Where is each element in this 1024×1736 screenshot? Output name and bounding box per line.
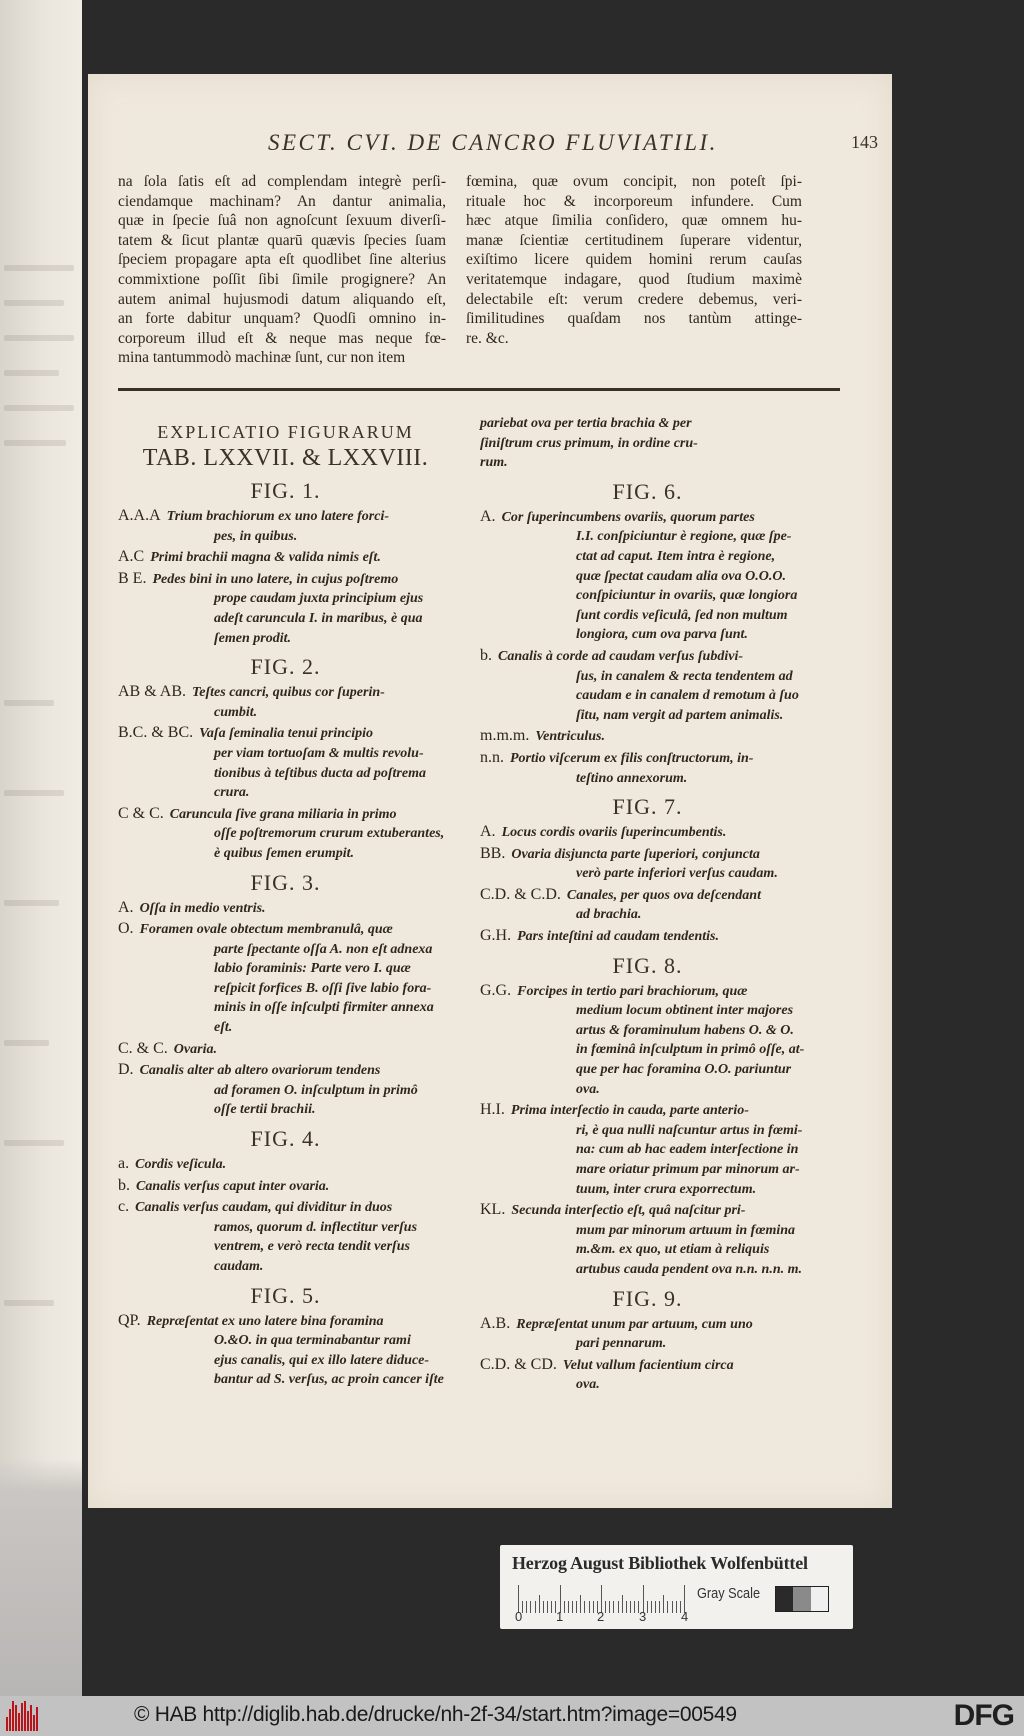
entry-text: ad brachia. bbox=[576, 907, 642, 923]
figure-heading: FIG. 2. bbox=[250, 654, 321, 680]
entry-text: pari pennarum. bbox=[576, 1336, 667, 1352]
figure-heading: FIG. 3. bbox=[250, 869, 321, 895]
entry-text: medium locum obtinent inter majores bbox=[576, 1003, 794, 1019]
entry-key: G.G. bbox=[480, 981, 512, 999]
entry-text: verò parte inferiori verſus caudam. bbox=[576, 866, 778, 882]
entry-text: teſtino annexorum. bbox=[576, 770, 688, 786]
dfg-logo: DFG bbox=[953, 1699, 1014, 1732]
entry-key: m.m.m. bbox=[480, 727, 530, 745]
table-heading: TAB. LXXVII. & LXXVIII. bbox=[142, 445, 429, 471]
entry-text: Canalis alter ab altero ovariorum tendens bbox=[139, 1063, 381, 1079]
figure-entry bbox=[480, 507, 815, 645]
section-divider-rule bbox=[118, 388, 840, 391]
entry-key: b. bbox=[480, 646, 492, 664]
entry-text: ctat ad caput. Item intra è regione, bbox=[576, 548, 776, 564]
entry-text: in fœminâ inſculptum in primô oſſe, at- bbox=[576, 1042, 805, 1058]
entry-text: Repræſentat ex uno latere bina foramina bbox=[146, 1313, 384, 1329]
entry-text: oſſe poſtremorum crurum extuberantes, bbox=[214, 826, 445, 842]
library-name: Herzog August Bibliothek Wolfenbüttel bbox=[512, 1553, 808, 1573]
ruler-number-4: 4 bbox=[681, 1609, 689, 1624]
figure-entry bbox=[480, 981, 815, 1100]
entry-key: B E. bbox=[118, 569, 147, 587]
entry-text: eſt. bbox=[214, 1020, 233, 1036]
figure-entry bbox=[118, 1060, 453, 1120]
entry-text: oſſe tertii brachii. bbox=[214, 1102, 316, 1118]
ruler-number-1: 1 bbox=[556, 1609, 564, 1624]
intro-left-column bbox=[118, 172, 446, 368]
entry-text: m.&m. ex quo, ut etiam à reliquis bbox=[576, 1242, 770, 1258]
section-heading: EXPLICATIO FIGURARUM bbox=[157, 422, 414, 442]
text-line: exiſtimo licere quidem homini rerum cauſas bbox=[466, 251, 802, 269]
text-line: tatem & ſicut plantæ quarū quævis ſpecies ſuam bbox=[118, 231, 446, 249]
entry-key: KL. bbox=[480, 1201, 506, 1219]
entry-text: bantur ad S. verſus, ac proin cancer iſte bbox=[214, 1372, 444, 1388]
entry-text: crura. bbox=[214, 785, 250, 801]
entry-key: A. bbox=[480, 823, 496, 841]
entry-text: tionibus à teſtibus ducta ad poſtrema bbox=[214, 765, 426, 781]
entry-text: tuum, inter crura exporrectum. bbox=[576, 1181, 757, 1197]
figure-heading: FIG. 6. bbox=[612, 478, 683, 504]
figure-heading: FIG. 1. bbox=[250, 478, 321, 503]
text-line: autem animal hujusmodi datum aliquando eſt, bbox=[118, 290, 446, 308]
entry-key: B.C. & BC. bbox=[118, 724, 194, 742]
entry-text: Ventriculus. bbox=[535, 729, 605, 745]
entry-text: Forcipes in tertio pari brachiorum, quæ bbox=[517, 983, 748, 999]
figure-entry bbox=[480, 646, 815, 725]
ruler-number-2: 2 bbox=[597, 1609, 605, 1624]
figure-entry bbox=[118, 1311, 453, 1390]
figure-entry bbox=[118, 919, 453, 1038]
entry-key: C. & C. bbox=[118, 1039, 168, 1057]
figures-right-column bbox=[480, 414, 815, 1396]
entry-key: c. bbox=[118, 1198, 130, 1216]
entry-text: conſpiciuntur in ovariis, quæ longiora bbox=[576, 588, 798, 604]
running-head bbox=[178, 130, 878, 160]
entry-text: parte ſpectante oſſa A. non eſt adnexa bbox=[214, 941, 433, 957]
entry-text: Locus cordis ovariis ſuperincumbentis. bbox=[501, 825, 727, 841]
entry-text: ad foramen O. inſculptum in primô bbox=[214, 1082, 418, 1098]
figure-entry bbox=[480, 748, 815, 788]
entry-text: que per hac foramina O.O. pariuntur bbox=[576, 1062, 792, 1078]
entry-text: ventrem, e verò recta tendit verſus bbox=[214, 1239, 410, 1255]
entry-text: Velut vallum facientium circa bbox=[562, 1357, 734, 1373]
entry-text: caudam e in canalem d remotum à ſuo bbox=[576, 688, 799, 704]
figure-entry bbox=[480, 1200, 815, 1279]
entry-text: Repræſentat unum par artuum, cum uno bbox=[516, 1316, 753, 1332]
entry-text: ſus, in canalem & recta tendentem ad bbox=[576, 668, 793, 684]
entry-text: reſpicit forfices B. oſſi ſive labio fora- bbox=[214, 980, 432, 996]
intro-right-column bbox=[466, 172, 802, 348]
book-page bbox=[88, 74, 892, 1508]
entry-text: cumbit. bbox=[214, 704, 258, 720]
figure-entry bbox=[480, 1314, 815, 1354]
page-number: 143 bbox=[851, 132, 878, 152]
entry-key: b. bbox=[118, 1176, 130, 1194]
text-line: ſpeciem propagare apta eſt quodlibet ſine alterius bbox=[118, 251, 446, 269]
continuation-line: ſiniſtrum crus primum, in ordine cru- bbox=[480, 435, 698, 451]
text-line: mina tantummodò machinæ ſunt, cur non item bbox=[118, 349, 406, 367]
entry-text: adeſt caruncula I. in maribus, è qua bbox=[214, 610, 423, 626]
figure-entry bbox=[480, 1100, 815, 1199]
figure-entry bbox=[118, 723, 453, 802]
entry-key: n.n. bbox=[480, 748, 504, 766]
figure-entry bbox=[480, 926, 815, 947]
text-line: quæ in ſpecie ſuâ non agnoſcunt ſexuum diverſi- bbox=[118, 212, 446, 230]
entry-text: prope caudam juxta principium ejus bbox=[214, 591, 424, 607]
entry-text: Ovaria. bbox=[173, 1041, 217, 1057]
entry-key: C.D. & CD. bbox=[480, 1355, 557, 1373]
entry-text: ſunt cordis veſiculâ, ſed non multum bbox=[576, 607, 788, 623]
figure-heading: FIG. 8. bbox=[612, 952, 683, 978]
gray-scale-swatches bbox=[775, 1586, 829, 1612]
text-line: rituale hoc & incorporeum infundere. Cum bbox=[466, 192, 802, 210]
figure-heading: FIG. 5. bbox=[250, 1282, 321, 1308]
figure-heading: FIG. 4. bbox=[250, 1126, 321, 1152]
ruler-number-3: 3 bbox=[639, 1609, 647, 1624]
text-line: hæc atque ſimilia conſidero, quæ omnem hu- bbox=[466, 212, 802, 230]
entry-key: C.D. & C.D. bbox=[480, 885, 561, 903]
figure-entry bbox=[118, 569, 453, 648]
entry-text: Foramen ovale obtectum membranulâ, quæ bbox=[139, 922, 393, 938]
text-line: re. &c. bbox=[466, 329, 509, 347]
figure-entry bbox=[118, 1176, 453, 1197]
figure-heading: FIG. 9. bbox=[612, 1285, 683, 1311]
entry-text: Canales, per quos ova deſcendant bbox=[566, 887, 761, 903]
entry-text: Trium brachiorum ex uno latere forci- bbox=[166, 509, 389, 524]
entry-text: ſitu, nam vergit ad partem animalis. bbox=[576, 707, 784, 723]
text-line: corporeum illud eſt & neque mas neque fœ- bbox=[118, 329, 446, 347]
entry-text: Cor ſuperincumbens ovariis, quorum partes bbox=[501, 509, 755, 525]
entry-text: Canalis à corde ad caudam verſus ſubdivi- bbox=[498, 648, 743, 664]
figure-entry bbox=[480, 1355, 815, 1395]
figure-entry bbox=[118, 898, 453, 919]
entry-text: Secunda interſectio eſt, quâ naſcitur pri- bbox=[511, 1203, 746, 1219]
entry-text: Cordis veſicula. bbox=[135, 1157, 227, 1173]
entry-text: Vaſa ſeminalia tenui principio bbox=[199, 726, 373, 742]
library-label bbox=[500, 1545, 853, 1629]
gray-scale-label: Gray Scale bbox=[697, 1585, 761, 1602]
continuation-line: rum. bbox=[480, 455, 508, 471]
figure-entry bbox=[118, 506, 453, 546]
entry-text: ramos, quorum d. inflectitur verſus bbox=[214, 1219, 418, 1235]
figure-entry bbox=[118, 1197, 453, 1276]
entry-text: mare oriatur primum par minorum ar- bbox=[576, 1162, 800, 1177]
entry-text: Portio viſcerum ex filis conſtructorum, in- bbox=[510, 750, 754, 766]
entry-key: QP. bbox=[118, 1311, 141, 1329]
entry-text: O.&O. in qua terminabantur rami bbox=[214, 1333, 411, 1349]
figure-entry bbox=[118, 804, 453, 864]
page-fold-shadow bbox=[0, 0, 82, 1696]
entry-text: Teſtes cancri, quibus cor ſuperin- bbox=[192, 685, 385, 701]
entry-text: Primi brachii magna & valida nimis eſt. bbox=[150, 550, 381, 566]
entry-text: ejus canalis, qui ex illo latere diduce- bbox=[214, 1352, 430, 1368]
entry-text: caudam. bbox=[214, 1259, 264, 1274]
entry-text: mum par minorum artuum in fœmina bbox=[576, 1222, 796, 1238]
text-line: an forte dabitur unquam? Quodſi omnino in- bbox=[118, 310, 446, 328]
text-line: manæ ſcientiæ certitudinem ſuperare videntur, bbox=[466, 231, 802, 249]
running-title: SECT. CVI. DE CANCRO FLUVIATILI. bbox=[268, 130, 718, 155]
entry-key: AB & AB. bbox=[118, 683, 187, 701]
entry-text: artubus cauda pendent ova n.n. n.n. m. bbox=[576, 1261, 802, 1277]
text-line: na ſola ſatis eſt ad complendam integrè perſi- bbox=[118, 173, 446, 190]
entry-text: artus & foraminulum habens O. & O. bbox=[576, 1022, 794, 1038]
copyright-url[interactable]: © HAB http://diglib.hab.de/drucke/nh-2f-34/start.htm?image=00549 bbox=[134, 1703, 737, 1726]
entry-key: C & C. bbox=[118, 804, 164, 822]
entry-text: Caruncula ſive grana miliaria in primo bbox=[169, 806, 397, 822]
entry-text: ri, è qua nulli naſcuntur artus in fœmi- bbox=[576, 1122, 803, 1138]
entry-text: ſemen prodit. bbox=[214, 630, 291, 646]
entry-text: Ovaria disjuncta parte ſuperiori, conjuncta bbox=[511, 846, 760, 862]
text-line: ſimilitudines quaſdam nos tantùm attinge- bbox=[466, 310, 802, 328]
entry-text: ova. bbox=[576, 1081, 600, 1097]
figure-entry bbox=[480, 726, 815, 747]
text-line: delectabile eſt: verum credere debemus, veri- bbox=[466, 290, 802, 308]
entry-text: è quibus ſemen erumpit. bbox=[214, 845, 355, 861]
entry-key: O. bbox=[118, 920, 134, 938]
text-line: ciendamque machinam? An dantur animalia, bbox=[118, 192, 446, 210]
ruler-number-0: 0 bbox=[515, 1609, 523, 1624]
gray-swatch bbox=[776, 1587, 793, 1611]
entry-text: Canalis verſus caput inter ovaria. bbox=[136, 1178, 330, 1194]
entry-key: a. bbox=[118, 1155, 130, 1173]
entry-text: I.I. conſpiciuntur è regione, quæ ſpe- bbox=[576, 529, 792, 545]
figure-entry bbox=[118, 682, 453, 722]
entry-text: na: cum ab hac eadem interſectione in bbox=[576, 1142, 799, 1158]
continuation-line: pariebat ova per tertia brachia & per bbox=[480, 416, 692, 431]
figure-entry bbox=[480, 885, 815, 925]
text-line: veritatemque indagare, quod ſtudium maximè bbox=[466, 270, 802, 288]
footer-bar bbox=[0, 1696, 1024, 1736]
entry-text: Canalis verſus caudam, qui dividitur in duos bbox=[135, 1200, 393, 1216]
figure-entry bbox=[118, 1039, 453, 1060]
entry-text: Oſſa in medio ventris. bbox=[139, 900, 266, 916]
entry-text: Pars inteſtini ad caudam tendentis. bbox=[517, 929, 719, 945]
figures-left-column bbox=[118, 414, 453, 1391]
entry-key: A. bbox=[480, 507, 496, 525]
continuation-text bbox=[480, 414, 815, 473]
entry-key: H.I. bbox=[480, 1101, 505, 1119]
entry-key: A.B. bbox=[480, 1314, 511, 1332]
figure-entry bbox=[118, 547, 453, 568]
entry-text: Prima interſectio in cauda, parte anterio- bbox=[510, 1103, 749, 1119]
entry-text: longiora, cum ova parva ſunt. bbox=[576, 627, 748, 643]
figure-heading: FIG. 7. bbox=[612, 794, 683, 820]
entry-text: pes, in quibus. bbox=[214, 528, 298, 544]
text-line: fœmina, quæ ovum concipit, non poteſt ſpi- bbox=[466, 173, 802, 190]
entry-key: G.H. bbox=[480, 927, 512, 945]
entry-key: D. bbox=[118, 1061, 134, 1079]
entry-text: ova. bbox=[576, 1377, 600, 1393]
entry-text: Pedes bini in uno latere, in cujus poſtremo bbox=[152, 571, 399, 587]
gray-swatch bbox=[793, 1587, 810, 1611]
gray-swatch bbox=[811, 1587, 828, 1611]
entry-key: A.A.A bbox=[118, 507, 161, 524]
entry-text: per viam tortuoſam & multis revolu- bbox=[214, 745, 424, 761]
figure-entry bbox=[118, 1154, 453, 1175]
entry-key: A. bbox=[118, 898, 134, 916]
entry-text: labio foraminis: Parte vero I. quæ bbox=[214, 961, 411, 977]
entry-text: minis in oſſe inſculpti firmiter annexa bbox=[214, 1000, 434, 1016]
text-line: commixtione poſſit ſibi ſimile progignere? An bbox=[118, 270, 446, 288]
hab-logo-icon bbox=[6, 1701, 38, 1731]
figure-entry bbox=[480, 822, 815, 843]
entry-key: BB. bbox=[480, 844, 506, 862]
figure-entry bbox=[480, 844, 815, 884]
entry-text: quæ ſpectat caudam alia ova O.O.O. bbox=[576, 568, 786, 584]
entry-key: A.C bbox=[118, 548, 145, 566]
